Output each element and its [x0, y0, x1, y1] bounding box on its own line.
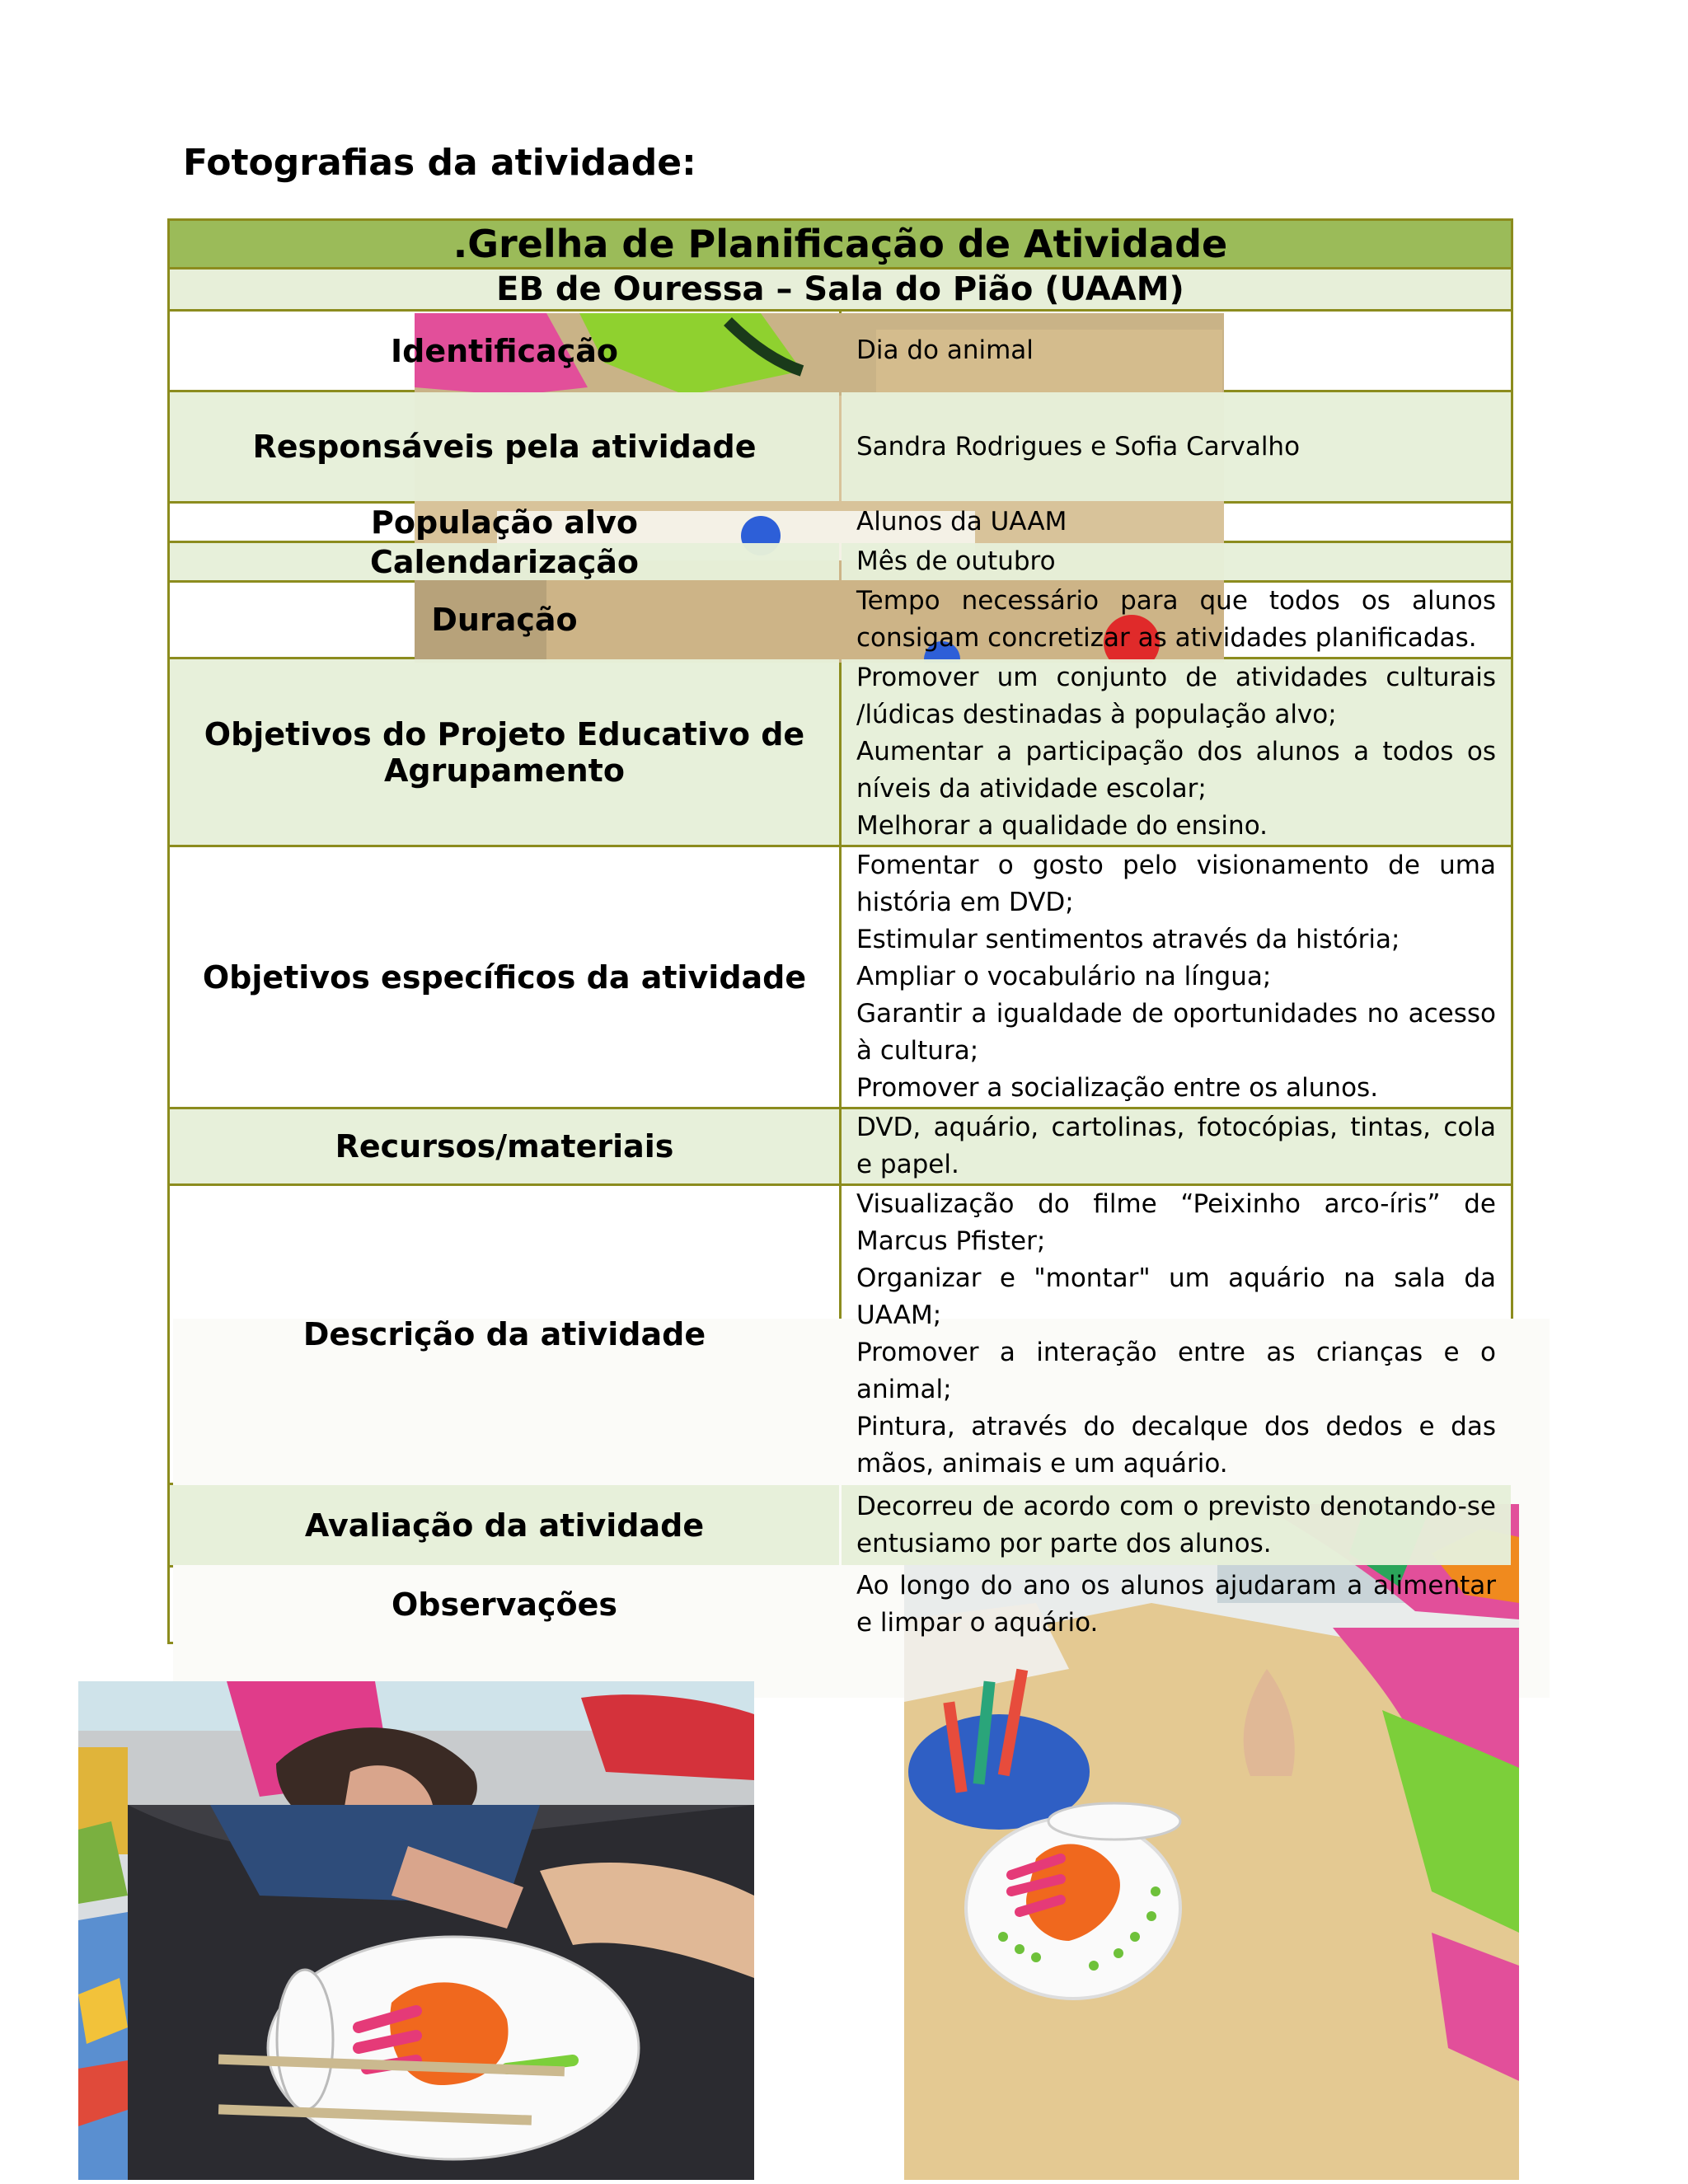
list-item: Promover a socialização entre os alunos. — [856, 1073, 1379, 1103]
planning-table — [167, 218, 1513, 1644]
label-calendarizacao: Calendarização — [169, 542, 841, 582]
value-calendarizacao: Mês de outubro — [841, 542, 1512, 582]
list-item: Pintura, através do decalque dos dedos e das mãos, animais e um aquário. — [856, 1412, 1496, 1479]
value-avaliacao: Decorreu de acordo com o previsto denotando-se entusiamo por parte dos alunos. — [841, 1484, 1512, 1567]
page-heading: Fotografias da atividade: — [183, 142, 696, 184]
label-recursos: Recursos/materiais — [169, 1108, 841, 1185]
label-responsaveis: Responsáveis pela atividade — [169, 391, 841, 503]
label-objetivos-especificos: Objetivos específicos da atividade — [169, 846, 841, 1108]
value-observacoes: Ao longo do ano os alunos ajudaram a alimentar e limpar o aquário. — [841, 1567, 1512, 1643]
list-item: Aumentar a participação dos alunos a todos os níveis da atividade escolar; — [856, 737, 1496, 804]
list-item: Garantir a igualdade de oportunidades no acesso à cultura; — [856, 999, 1496, 1066]
list-item: Promover a interação entre as crianças e o animal; — [856, 1338, 1496, 1404]
value-objetivos-especificos — [841, 846, 1512, 1108]
list-item: Visualização do filme “Peixinho arco-íris” de Marcus Pfister; — [856, 1189, 1496, 1256]
list-item: Ampliar o vocabulário na língua; — [856, 962, 1272, 991]
value-descricao — [841, 1185, 1512, 1484]
value-duracao: Tempo necessário para que todos os alunos consigam concretizar as atividades planificadas. — [841, 582, 1512, 658]
list-item: Organizar e "montar" um aquário na sala da UAAM; — [856, 1263, 1496, 1330]
label-descricao: Descrição da atividade — [169, 1185, 841, 1484]
value-recursos: DVD, aquário, cartolinas, fotocópias, tintas, cola e papel. — [841, 1108, 1512, 1185]
label-populacao: População alvo — [169, 503, 841, 542]
list-item: Estimular sentimentos através da história; — [856, 925, 1400, 954]
table-subtitle: EB de Ouressa – Sala do Pião (UAAM) — [169, 269, 1512, 311]
label-observacoes: Observações — [169, 1567, 841, 1643]
list-item: Promover um conjunto de atividades culturais /lúdicas destinadas à população alvo; — [856, 663, 1496, 729]
label-identificacao: Identificação — [169, 311, 841, 391]
table-title: .Grelha de Planificação de Atividade — [169, 220, 1512, 269]
label-duracao: Duração — [169, 582, 841, 658]
value-responsaveis: Sandra Rodrigues e Sofia Carvalho — [841, 391, 1512, 503]
list-item: Fomentar o gosto pelo visionamento de uma história em DVD; — [856, 851, 1496, 917]
value-objetivos-projeto — [841, 658, 1512, 846]
label-avaliacao: Avaliação da atividade — [169, 1484, 841, 1567]
list-item: Melhorar a qualidade do ensino. — [856, 811, 1268, 841]
photo-child-painting — [78, 1681, 754, 2180]
value-populacao: Alunos da UAAM — [841, 503, 1512, 542]
label-objetivos-projeto: Objetivos do Projeto Educativo de Agrupamento — [169, 658, 841, 846]
value-identificacao: Dia do animal — [841, 311, 1512, 391]
